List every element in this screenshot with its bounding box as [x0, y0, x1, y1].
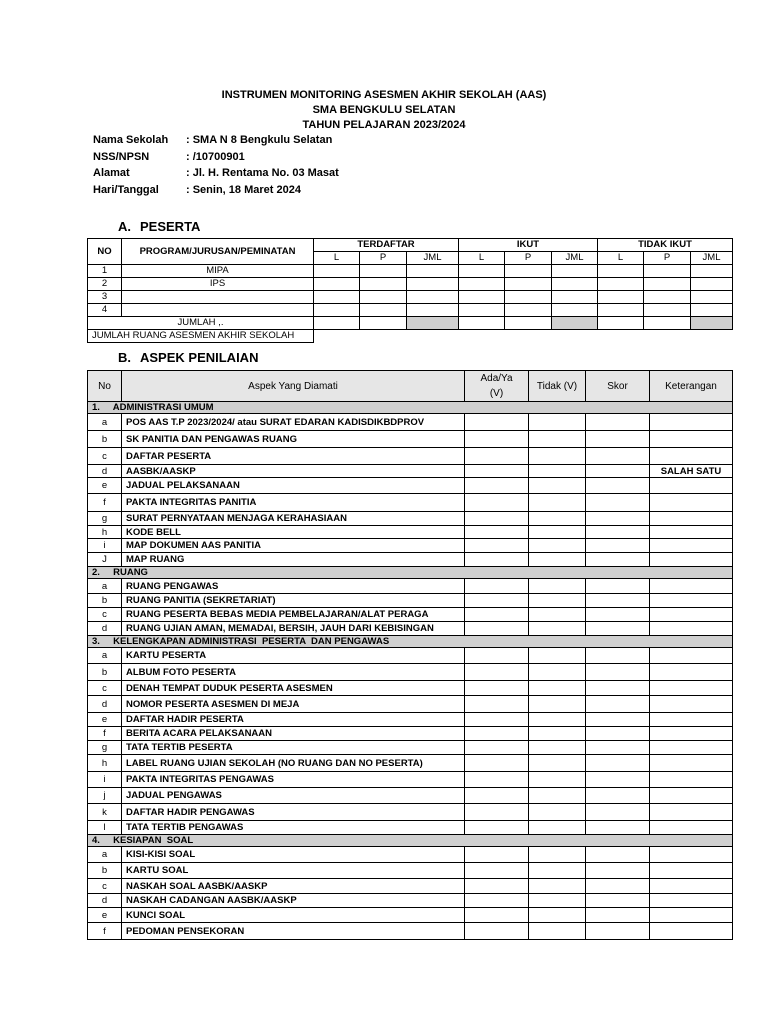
info-value: : Senin, 18 Maret 2024 [186, 184, 301, 196]
row-ada-cell [465, 879, 529, 894]
sub-header-l: L [314, 252, 360, 265]
row-ada-cell [465, 804, 529, 821]
table-row [88, 526, 733, 539]
row-no: J [88, 553, 122, 567]
table-row [88, 278, 733, 291]
row-no: b [88, 863, 122, 879]
table-row [88, 755, 733, 772]
aspek-table [87, 370, 733, 940]
row-ada-cell [465, 553, 529, 567]
doc-title-line3: TAHUN PELAJARAN 2023/2024 [302, 119, 466, 131]
row-tidak-cell [529, 448, 586, 465]
row-skor-cell [586, 741, 650, 755]
table-row [88, 713, 733, 727]
row-ada-cell [465, 713, 529, 727]
row-keterangan [650, 539, 733, 553]
row-ada-cell [465, 788, 529, 804]
row-ada-cell [465, 608, 529, 622]
row-skor-cell [586, 526, 650, 539]
row-tidak-cell [529, 622, 586, 636]
row-tidak-cell [529, 579, 586, 594]
section-row [88, 835, 733, 847]
row-keterangan [650, 713, 733, 727]
table-row [88, 265, 733, 278]
jumlah-ruang-row [88, 330, 733, 343]
row-tidak-cell [529, 894, 586, 908]
row-no: e [88, 908, 122, 923]
row-aspek: ALBUM FOTO PESERTA [122, 664, 465, 681]
row-ada-cell [465, 696, 529, 713]
row-no: d [88, 894, 122, 908]
row-skor-cell [586, 681, 650, 696]
info-label: Hari/Tanggal [93, 184, 159, 196]
row-no: 1 [88, 265, 122, 278]
row-skor-cell [586, 622, 650, 636]
row-keterangan [650, 478, 733, 494]
row-no: j [88, 788, 122, 804]
row-no: c [88, 879, 122, 894]
table-row [88, 608, 733, 622]
sub-header-p: P [360, 252, 407, 265]
row-tidak-cell [529, 648, 586, 664]
col-header-no: NO [88, 239, 122, 265]
jumlah-label: JUMLAH ,. [88, 317, 314, 330]
row-aspek: NOMOR PESERTA ASESMEN DI MEJA [122, 696, 465, 713]
row-skor-cell [586, 478, 650, 494]
col-header-skor: Skor [586, 371, 650, 402]
table-row [88, 448, 733, 465]
row-aspek: LABEL RUANG UJIAN SEKOLAH (NO RUANG DAN NO PESERTA) [122, 755, 465, 772]
row-skor-cell [586, 594, 650, 608]
row-no: d [88, 465, 122, 478]
row-aspek: DENAH TEMPAT DUDUK PESERTA ASESMEN [122, 681, 465, 696]
table-row [88, 821, 733, 835]
row-ada-cell [465, 648, 529, 664]
row-no: b [88, 594, 122, 608]
section-title: 1. ADMINISTRASI UMUM [88, 402, 733, 414]
row-tidak-cell [529, 512, 586, 526]
sub-header-jml: JML [552, 252, 598, 265]
row-ada-cell [465, 741, 529, 755]
sub-header-l: L [459, 252, 505, 265]
row-keterangan [650, 526, 733, 539]
row-no: i [88, 772, 122, 788]
col-header-tidak: Tidak (V) [529, 371, 586, 402]
row-keterangan [650, 894, 733, 908]
row-aspek: AASBK/AASKP [122, 465, 465, 478]
row-no: 4 [88, 304, 122, 317]
row-skor-cell [586, 923, 650, 940]
row-aspek: POS AAS T.P 2023/2024/ atau SURAT EDARAN KADISDIKBDPROV [122, 414, 465, 431]
row-ada-cell [465, 594, 529, 608]
row-tidak-cell [529, 553, 586, 567]
row-tidak-cell [529, 772, 586, 788]
row-skor-cell [586, 755, 650, 772]
group-header-tidak-ikut: TIDAK IKUT [598, 239, 733, 252]
row-keterangan [650, 755, 733, 772]
sub-header-l: L [598, 252, 644, 265]
row-no: l [88, 821, 122, 835]
table-row [88, 863, 733, 879]
col-header-no: No [88, 371, 122, 402]
row-tidak-cell [529, 713, 586, 727]
row-aspek: TATA TERTIB PENGAWAS [122, 821, 465, 835]
row-no: g [88, 512, 122, 526]
row-tidak-cell [529, 526, 586, 539]
row-tidak-cell [529, 465, 586, 478]
jumlah-ruang-label: JUMLAH RUANG ASESMEN AKHIR SEKOLAH [88, 330, 314, 343]
sub-header-jml: JML [407, 252, 459, 265]
section-row [88, 636, 733, 648]
row-skor-cell [586, 788, 650, 804]
row-program [122, 291, 314, 304]
jumlah-row [88, 317, 733, 330]
row-ada-cell [465, 622, 529, 636]
table-row [88, 431, 733, 448]
row-no: f [88, 923, 122, 940]
row-aspek: PAKTA INTEGRITAS PENGAWAS [122, 772, 465, 788]
row-keterangan [650, 727, 733, 741]
row-keterangan [650, 608, 733, 622]
row-no: c [88, 681, 122, 696]
row-ada-cell [465, 579, 529, 594]
row-no: c [88, 448, 122, 465]
row-tidak-cell [529, 847, 586, 863]
row-aspek: PEDOMAN PENSEKORAN [122, 923, 465, 940]
row-aspek: KARTU PESERTA [122, 648, 465, 664]
row-skor-cell [586, 465, 650, 478]
table-row [88, 741, 733, 755]
table-row [88, 696, 733, 713]
info-label: Nama Sekolah [93, 134, 169, 146]
table-row [88, 304, 733, 317]
row-program [122, 304, 314, 317]
row-no: f [88, 494, 122, 512]
row-no: k [88, 804, 122, 821]
row-tidak-cell [529, 431, 586, 448]
row-no: e [88, 713, 122, 727]
row-ada-cell [465, 821, 529, 835]
row-aspek: JADUAL PENGAWAS [122, 788, 465, 804]
row-no: i [88, 539, 122, 553]
row-aspek: DAFTAR PESERTA [122, 448, 465, 465]
row-aspek: RUANG UJIAN AMAN, MEMADAI, BERSIH, JAUH DARI KEBISINGAN [122, 622, 465, 636]
table-row [88, 923, 733, 940]
row-tidak-cell [529, 539, 586, 553]
row-keterangan [650, 804, 733, 821]
row-skor-cell [586, 821, 650, 835]
row-skor-cell [586, 553, 650, 567]
table-row [88, 788, 733, 804]
row-no: 2 [88, 278, 122, 291]
row-aspek: KISI-KISI SOAL [122, 847, 465, 863]
row-keterangan [650, 579, 733, 594]
col-header-program: PROGRAM/JURUSAN/PEMINATAN [122, 239, 314, 265]
group-header-ikut: IKUT [459, 239, 598, 252]
row-no: g [88, 741, 122, 755]
row-tidak-cell [529, 727, 586, 741]
row-keterangan [650, 772, 733, 788]
row-skor-cell [586, 579, 650, 594]
table-row [88, 414, 733, 431]
row-ada-cell [465, 512, 529, 526]
row-keterangan [650, 696, 733, 713]
row-keterangan [650, 448, 733, 465]
table-row [88, 772, 733, 788]
row-aspek: KUNCI SOAL [122, 908, 465, 923]
row-aspek: KODE BELL [122, 526, 465, 539]
table-row [88, 291, 733, 304]
info-value: : SMA N 8 Bengkulu Selatan [186, 134, 333, 146]
row-tidak-cell [529, 696, 586, 713]
row-tidak-cell [529, 681, 586, 696]
row-skor-cell [586, 431, 650, 448]
row-keterangan [650, 879, 733, 894]
row-no: b [88, 664, 122, 681]
row-ada-cell [465, 727, 529, 741]
row-ada-cell [465, 414, 529, 431]
row-no: a [88, 414, 122, 431]
row-aspek: PAKTA INTEGRITAS PANITIA [122, 494, 465, 512]
table-row [88, 579, 733, 594]
section-row [88, 402, 733, 414]
sub-header-p: P [505, 252, 552, 265]
col-header-aspek: Aspek Yang Diamati [122, 371, 465, 402]
row-tidak-cell [529, 478, 586, 494]
info-row-hari-tanggal [93, 184, 301, 196]
row-no: f [88, 727, 122, 741]
row-keterangan [650, 741, 733, 755]
row-skor-cell [586, 448, 650, 465]
doc-title-line2: SMA BENGKULU SELATAN [312, 104, 456, 116]
row-aspek: MAP RUANG [122, 553, 465, 567]
table-row [88, 894, 733, 908]
info-value: : /10700901 [186, 151, 245, 163]
row-ada-cell [465, 847, 529, 863]
group-header-terdaftar: TERDAFTAR [314, 239, 459, 252]
row-ada-cell [465, 465, 529, 478]
row-tidak-cell [529, 821, 586, 835]
row-ada-cell [465, 894, 529, 908]
row-keterangan [650, 553, 733, 567]
row-no: d [88, 622, 122, 636]
row-skor-cell [586, 727, 650, 741]
row-ada-cell [465, 478, 529, 494]
row-aspek: NASKAH SOAL AASBK/AASKP [122, 879, 465, 894]
table-row [88, 879, 733, 894]
table-row [88, 594, 733, 608]
row-keterangan [650, 512, 733, 526]
info-row-alamat [93, 167, 339, 179]
row-tidak-cell [529, 664, 586, 681]
row-keterangan [650, 681, 733, 696]
info-row-nss-npsn [93, 151, 245, 163]
row-skor-cell [586, 847, 650, 863]
row-skor-cell [586, 494, 650, 512]
row-no: c [88, 608, 122, 622]
row-keterangan: SALAH SATU [650, 465, 733, 478]
table-row [88, 465, 733, 478]
table-row [88, 847, 733, 863]
table-row [88, 804, 733, 821]
row-skor-cell [586, 696, 650, 713]
doc-title-line1: INSTRUMEN MONITORING ASESMEN AKHIR SEKOLAH (AAS) [221, 89, 547, 101]
row-skor-cell [586, 804, 650, 821]
row-skor-cell [586, 879, 650, 894]
row-no: h [88, 755, 122, 772]
row-keterangan [650, 788, 733, 804]
table-row [88, 622, 733, 636]
row-ada-cell [465, 772, 529, 788]
table-row [88, 494, 733, 512]
sub-header-jml: JML [691, 252, 733, 265]
section-title: 2. RUANG [88, 567, 733, 579]
row-tidak-cell [529, 863, 586, 879]
row-ada-cell [465, 664, 529, 681]
info-row-nama-sekolah [93, 134, 332, 146]
peserta-table [87, 238, 733, 343]
row-aspek: JADUAL PELAKSANAAN [122, 478, 465, 494]
col-header-ada [465, 371, 529, 402]
row-ada-cell [465, 863, 529, 879]
row-aspek: MAP DOKUMEN AAS PANITIA [122, 539, 465, 553]
row-tidak-cell [529, 879, 586, 894]
row-no: a [88, 648, 122, 664]
row-skor-cell [586, 414, 650, 431]
row-keterangan [650, 908, 733, 923]
row-ada-cell [465, 431, 529, 448]
row-no: b [88, 431, 122, 448]
row-aspek: BERITA ACARA PELAKSANAAN [122, 727, 465, 741]
row-keterangan [650, 622, 733, 636]
row-tidak-cell [529, 788, 586, 804]
row-tidak-cell [529, 414, 586, 431]
section-a-heading [118, 219, 200, 234]
row-aspek: RUANG PESERTA BEBAS MEDIA PEMBELAJARAN/ALAT PERAGA [122, 608, 465, 622]
row-no: 3 [88, 291, 122, 304]
row-aspek: NASKAH CADANGAN AASBK/AASKP [122, 894, 465, 908]
row-no: e [88, 478, 122, 494]
row-skor-cell [586, 648, 650, 664]
section-b-letter: B. [118, 350, 131, 365]
row-tidak-cell [529, 923, 586, 940]
row-keterangan [650, 648, 733, 664]
table-row [88, 539, 733, 553]
table-row [88, 727, 733, 741]
row-skor-cell [586, 608, 650, 622]
section-b-heading [118, 350, 258, 365]
col-header-keterangan: Keterangan [650, 371, 733, 402]
row-keterangan [650, 494, 733, 512]
row-tidak-cell [529, 608, 586, 622]
row-aspek: SK PANITIA DAN PENGAWAS RUANG [122, 431, 465, 448]
info-label: Alamat [93, 167, 130, 179]
row-tidak-cell [529, 741, 586, 755]
table-row [88, 553, 733, 567]
row-aspek: RUANG PENGAWAS [122, 579, 465, 594]
row-skor-cell [586, 908, 650, 923]
row-skor-cell [586, 664, 650, 681]
section-title: 3. KELENGKAPAN ADMINISTRASI PESERTA DAN PENGAWAS [88, 636, 733, 648]
sub-header-p: P [644, 252, 691, 265]
row-aspek: DAFTAR HADIR PENGAWAS [122, 804, 465, 821]
row-tidak-cell [529, 908, 586, 923]
section-a-title: PESERTA [140, 219, 201, 234]
row-keterangan [650, 863, 733, 879]
row-ada-cell [465, 681, 529, 696]
row-ada-cell [465, 448, 529, 465]
row-program: MIPA [122, 265, 314, 278]
table-row [88, 512, 733, 526]
row-keterangan [650, 414, 733, 431]
row-no: d [88, 696, 122, 713]
row-no: a [88, 579, 122, 594]
row-aspek: TATA TERTIB PESERTA [122, 741, 465, 755]
row-tidak-cell [529, 755, 586, 772]
section-b-title: ASPEK PENILAIAN [140, 350, 259, 365]
row-aspek: KARTU SOAL [122, 863, 465, 879]
row-no: a [88, 847, 122, 863]
row-aspek: RUANG PANITIA (SEKRETARIAT) [122, 594, 465, 608]
row-no: h [88, 526, 122, 539]
row-ada-cell [465, 923, 529, 940]
row-tidak-cell [529, 804, 586, 821]
row-keterangan [650, 594, 733, 608]
row-tidak-cell [529, 494, 586, 512]
table-row [88, 478, 733, 494]
section-row [88, 567, 733, 579]
row-ada-cell [465, 539, 529, 553]
row-ada-cell [465, 908, 529, 923]
col-header-ada-line1: Ada/Ya [480, 373, 513, 384]
row-skor-cell [586, 539, 650, 553]
row-aspek: SURAT PERNYATAAN MENJAGA KERAHASIAAN [122, 512, 465, 526]
row-aspek: DAFTAR HADIR PESERTA [122, 713, 465, 727]
row-skor-cell [586, 894, 650, 908]
row-ada-cell [465, 755, 529, 772]
info-label: NSS/NPSN [93, 151, 150, 163]
info-value: : Jl. H. Rentama No. 03 Masat [186, 167, 339, 179]
row-skor-cell [586, 863, 650, 879]
row-keterangan [650, 847, 733, 863]
table-row [88, 664, 733, 681]
section-title: 4. KESIAPAN SOAL [88, 835, 733, 847]
table-row [88, 681, 733, 696]
row-keterangan [650, 923, 733, 940]
row-keterangan [650, 664, 733, 681]
table-row [88, 648, 733, 664]
row-keterangan [650, 431, 733, 448]
row-skor-cell [586, 772, 650, 788]
section-a-letter: A. [118, 219, 131, 234]
row-skor-cell [586, 713, 650, 727]
row-program: IPS [122, 278, 314, 291]
row-ada-cell [465, 526, 529, 539]
row-skor-cell [586, 512, 650, 526]
row-keterangan [650, 821, 733, 835]
table-row [88, 908, 733, 923]
row-ada-cell [465, 494, 529, 512]
col-header-ada-line2: (V) [489, 388, 504, 399]
row-tidak-cell [529, 594, 586, 608]
